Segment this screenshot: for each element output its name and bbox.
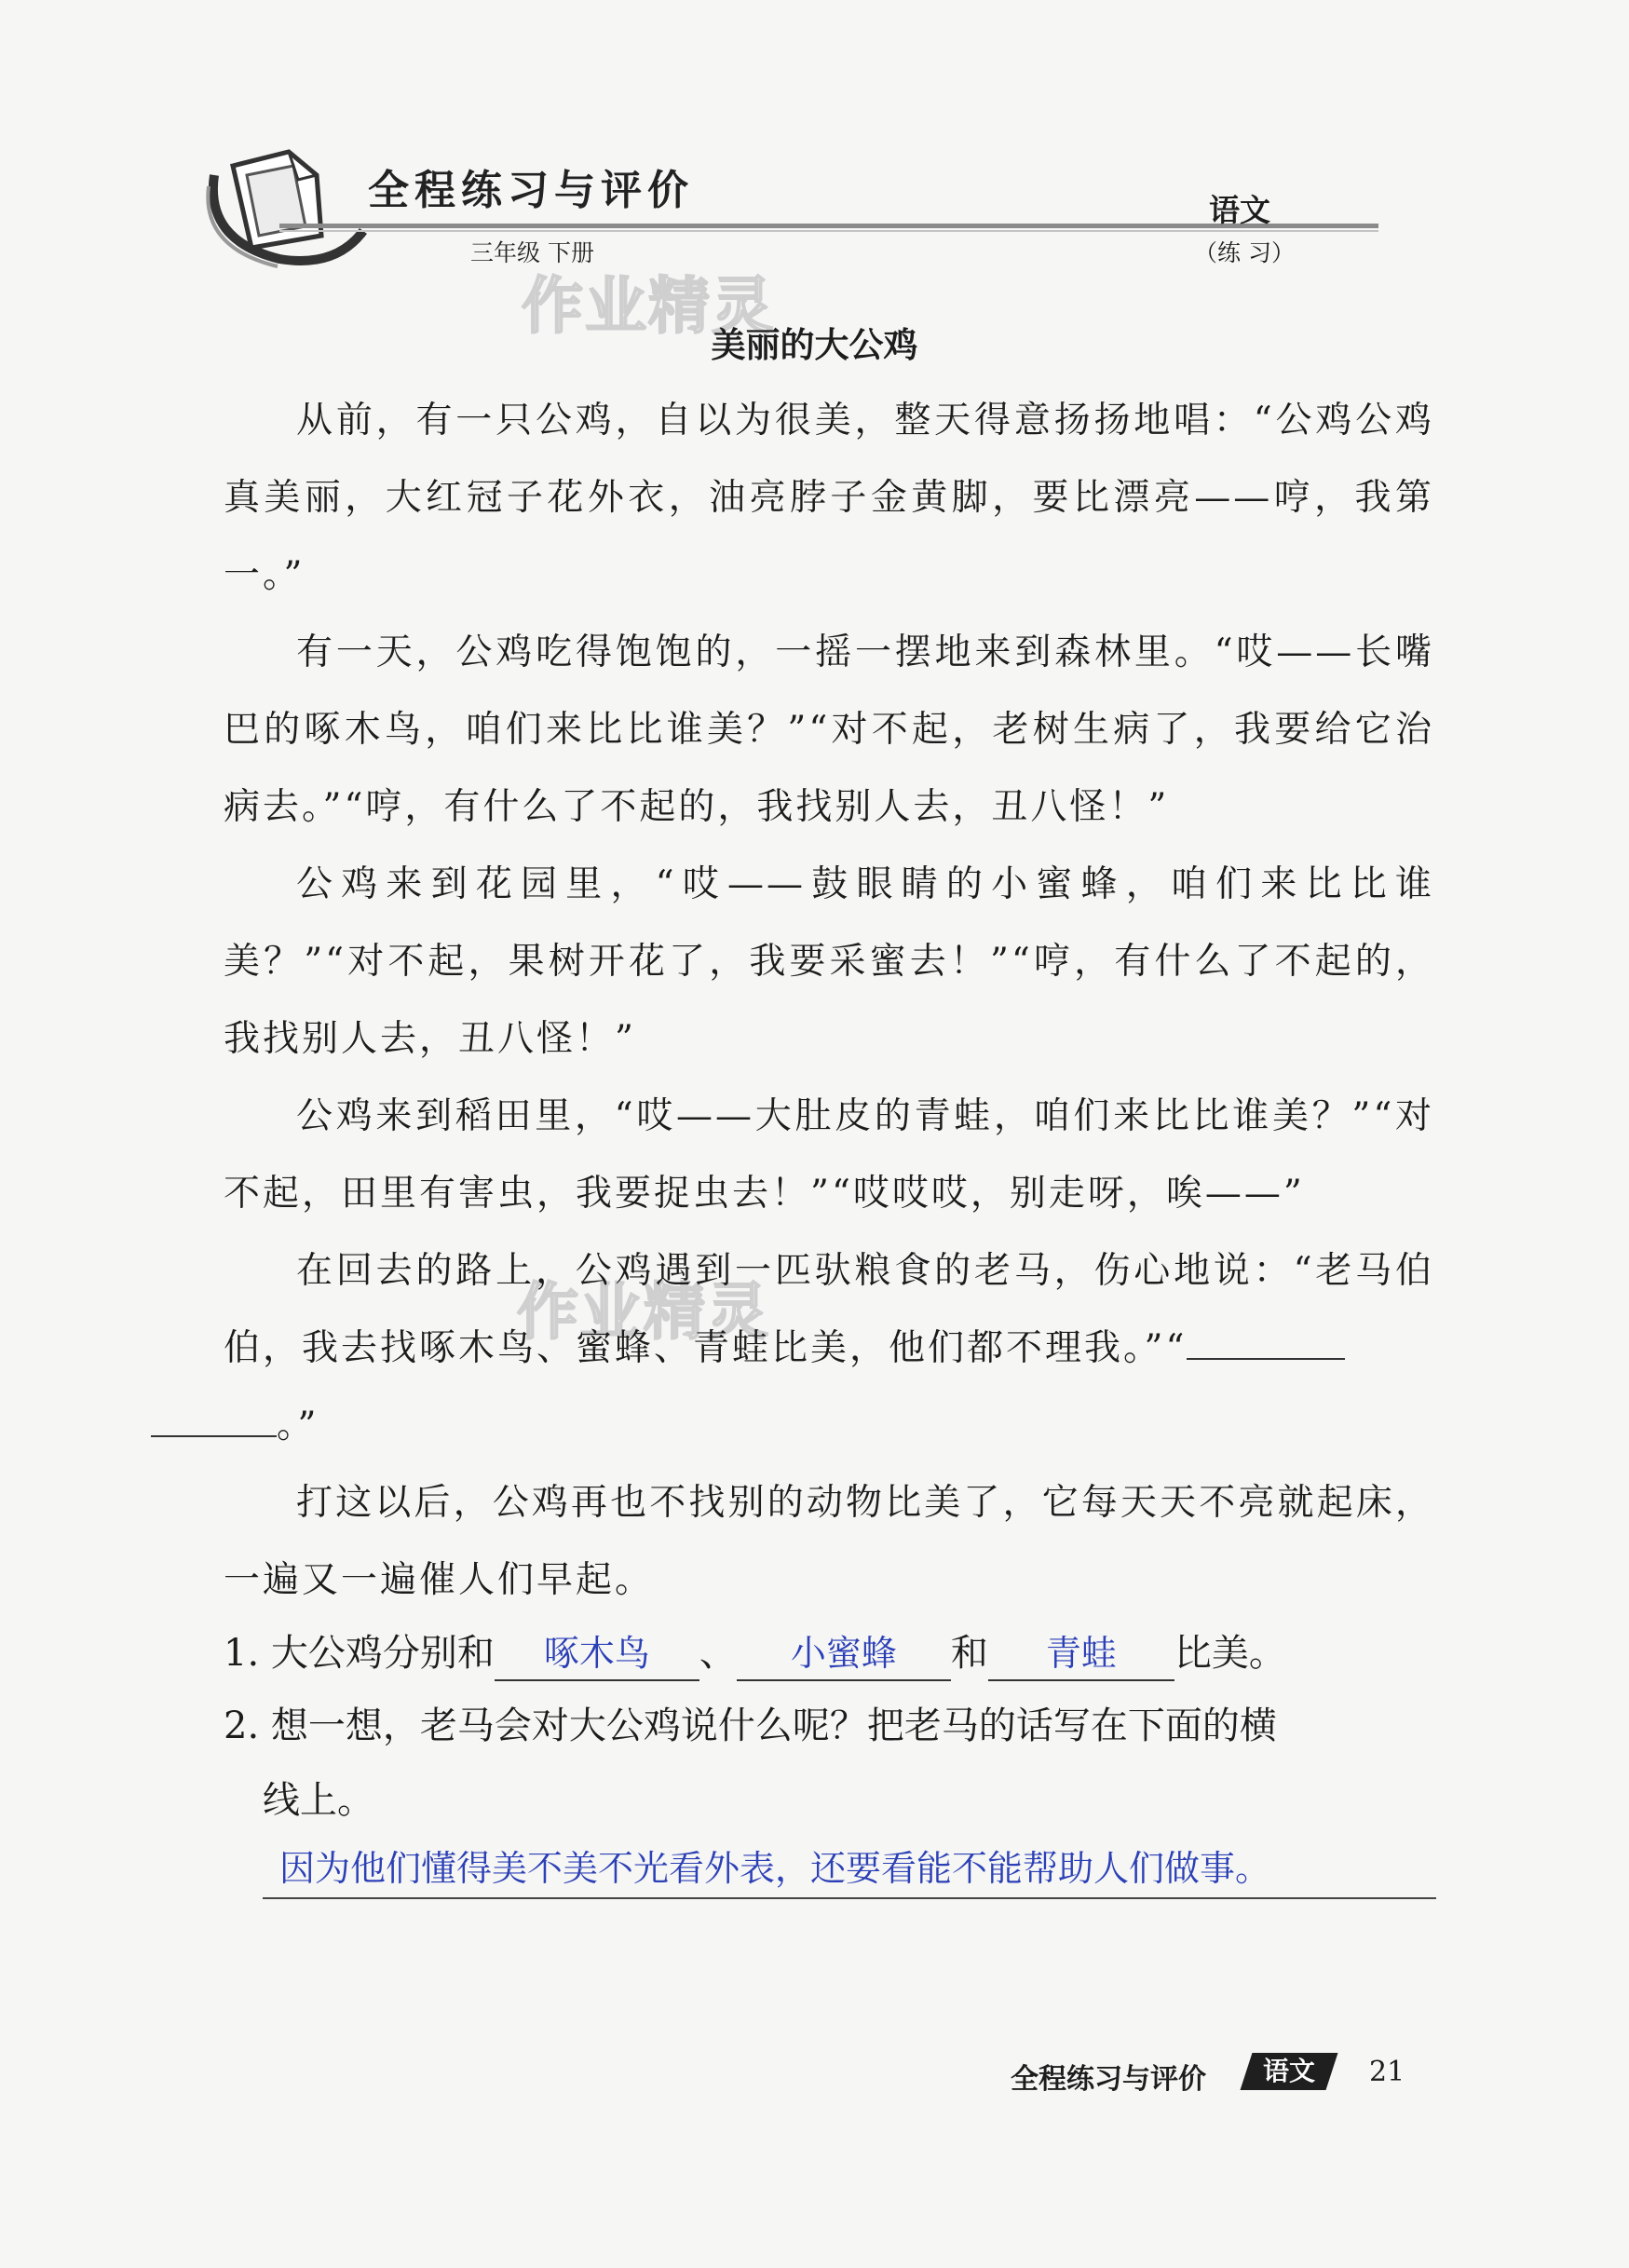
subject-label: 语文 (1209, 192, 1270, 228)
question-1 (224, 1616, 1453, 1691)
handwritten-answer[interactable]: 因为他们懂得美不美不光看外表，还要看能不能帮助人们做事。 (279, 1848, 1271, 1889)
header-rule-thin (279, 230, 1378, 232)
q1-separator: 、 (699, 1632, 737, 1675)
footer-subject: 语文 (1262, 2056, 1315, 2086)
footer-subject-badge (1241, 2053, 1338, 2090)
story-paragraph: 公鸡来到稻田里，“哎——大肚皮的青蛙，咱们来比比谁美？”“对不起，田里有害虫，我要捉虫去！”“哎哎哎，别走呀，唉——” (224, 1095, 1434, 1215)
story-paragraph: 有一天，公鸡吃得饱饱的，一摇一摆地来到森林里。“哎——长嘴巴的啄木鸟，咱们来比比谁美？”“对不起，老树生病了，我要给它治病去。”“哼，有什么了不起的，我找别人去，丑八怪！” (224, 632, 1434, 828)
answer-blank-1[interactable]: 啄木鸟 (495, 1627, 699, 1681)
question-2 (224, 1689, 1444, 1838)
answer-line (263, 1897, 1436, 1899)
q2-line: 2. 想一想，老马会对大公鸡说什么呢？把老马的话写在下面的横 (224, 1704, 1277, 1747)
q2-line: 线上。 (263, 1779, 374, 1822)
fill-blank-line[interactable] (151, 1426, 277, 1437)
story-body (224, 382, 1434, 1619)
story-paragraph: 从前，有一只公鸡，自以为很美，整天得意扬扬地唱：“公鸡公鸡真美丽，大红冠子花外衣，油亮脖子金黄脚，要比漂亮——哼，我第一。” (224, 400, 1434, 596)
page-number: 21 (1369, 2056, 1405, 2088)
story-paragraph-blank (224, 1232, 1434, 1464)
q1-separator: 和 (950, 1632, 988, 1675)
story-paragraph: 打这以后，公鸡再也不找别的动物比美了，它每天天不亮就起床，一遍又一遍催人们早起。 (224, 1482, 1434, 1601)
q1-suffix: 比美。 (1174, 1632, 1286, 1675)
brand-title: 全程练习与评价 (368, 167, 694, 214)
answer-blank-3[interactable]: 青蛙 (988, 1627, 1174, 1681)
subject-tag: （练 习） (1194, 239, 1295, 266)
blank-end: 。” (277, 1405, 319, 1446)
book-logo-icon (196, 138, 382, 278)
footer-brand: 全程练习与评价 (1011, 2063, 1206, 2096)
q1-prefix: 1. 大公鸡分别和 (224, 1632, 495, 1675)
story-paragraph-text: 在回去的路上，公鸡遇到一匹驮粮食的老马，伤心地说：“老马伯伯，我去找啄木鸟、蜜蜂、青蛙比美，他们都不理我。”“ (224, 1250, 1434, 1369)
answer-blank-2[interactable]: 小蜜蜂 (737, 1627, 951, 1681)
story-paragraph: 公鸡来到花园里，“哎——鼓眼睛的小蜜蜂，咱们来比比谁美？”“对不起，果树开花了，我要采蜜去！”“哼，有什么了不起的，我找别人去，丑八怪！” (224, 863, 1434, 1060)
grade-label: 三年级 下册 (470, 239, 594, 266)
story-title: 美丽的大公鸡 (711, 325, 918, 365)
fill-blank-line[interactable] (1187, 1349, 1345, 1360)
watermark: 作业精灵 (522, 270, 775, 342)
watermark: 作业精灵 (517, 1276, 770, 1348)
